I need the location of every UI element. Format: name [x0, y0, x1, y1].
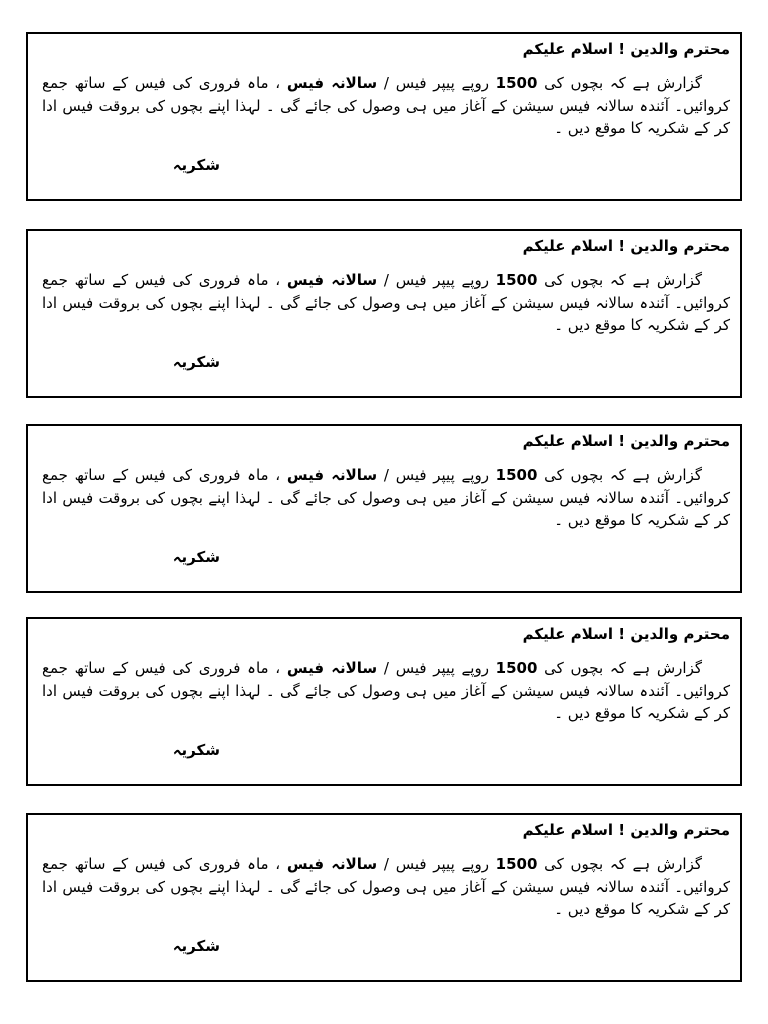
notice-heading: محترم والدین ! اسلام علیکم	[522, 237, 730, 255]
notice-body	[42, 464, 730, 532]
fee-notice-slip-3	[26, 424, 742, 593]
thanks-text: شکریہ	[172, 937, 220, 955]
body-text-middle: روپے پیپر فیس /	[377, 855, 496, 873]
thanks-text: شکریہ	[172, 156, 220, 174]
body-text-start: گزارش ہے کہ بچوں کی	[537, 466, 702, 484]
fee-amount: 1500	[495, 271, 538, 289]
notice-heading: محترم والدین ! اسلام علیکم	[522, 821, 730, 839]
body-text-middle: روپے پیپر فیس /	[377, 659, 496, 677]
annual-fee-label: سالانہ فیس	[286, 659, 378, 677]
body-text-end: ، ماہ فروری کی فیس کے ساتھ جمع کروائیں۔ آئندہ سالانہ فیس سیشن کے آغاز میں ہی وصول کی جائے گی ۔ لہذا اپنے بچوں کی بروقت فیس ادا کر کے شکریہ کا موقع دیں ۔	[42, 855, 730, 918]
fee-notice-slip-5	[26, 813, 742, 982]
body-text-middle: روپے پیپر فیس /	[377, 466, 496, 484]
annual-fee-label: سالانہ فیس	[286, 271, 378, 289]
fee-notice-slip-2	[26, 229, 742, 398]
body-text-middle: روپے پیپر فیس /	[377, 74, 496, 92]
notice-body	[42, 72, 730, 140]
notice-heading: محترم والدین ! اسلام علیکم	[522, 40, 730, 58]
fee-notice-slip-1	[26, 32, 742, 201]
body-text-start: گزارش ہے کہ بچوں کی	[537, 855, 702, 873]
body-text-end: ، ماہ فروری کی فیس کے ساتھ جمع کروائیں۔ آئندہ سالانہ فیس سیشن کے آغاز میں ہی وصول کی جائے گی ۔ لہذا اپنے بچوں کی بروقت فیس ادا کر کے شکریہ کا موقع دیں ۔	[42, 466, 730, 529]
notice-heading: محترم والدین ! اسلام علیکم	[522, 432, 730, 450]
body-text-start: گزارش ہے کہ بچوں کی	[537, 74, 702, 92]
body-text-middle: روپے پیپر فیس /	[377, 271, 496, 289]
thanks-text: شکریہ	[172, 353, 220, 371]
notice-heading: محترم والدین ! اسلام علیکم	[522, 625, 730, 643]
thanks-text: شکریہ	[172, 548, 220, 566]
fee-notice-slip-4	[26, 617, 742, 786]
annual-fee-label: سالانہ فیس	[286, 855, 378, 873]
annual-fee-label: سالانہ فیس	[286, 466, 378, 484]
body-text-end: ، ماہ فروری کی فیس کے ساتھ جمع کروائیں۔ آئندہ سالانہ فیس سیشن کے آغاز میں ہی وصول کی جائے گی ۔ لہذا اپنے بچوں کی بروقت فیس ادا کر کے شکریہ کا موقع دیں ۔	[42, 659, 730, 722]
thanks-text: شکریہ	[172, 741, 220, 759]
body-text-start: گزارش ہے کہ بچوں کی	[537, 271, 702, 289]
body-text-end: ، ماہ فروری کی فیس کے ساتھ جمع کروائیں۔ آئندہ سالانہ فیس سیشن کے آغاز میں ہی وصول کی جائے گی ۔ لہذا اپنے بچوں کی بروقت فیس ادا کر کے شکریہ کا موقع دیں ۔	[42, 271, 730, 334]
annual-fee-label: سالانہ فیس	[286, 74, 378, 92]
fee-amount: 1500	[495, 659, 538, 677]
fee-amount: 1500	[495, 466, 538, 484]
notice-body	[42, 657, 730, 725]
fee-amount: 1500	[495, 74, 538, 92]
body-text-end: ، ماہ فروری کی فیس کے ساتھ جمع کروائیں۔ آئندہ سالانہ فیس سیشن کے آغاز میں ہی وصول کی جائے گی ۔ لہذا اپنے بچوں کی بروقت فیس ادا کر کے شکریہ کا موقع دیں ۔	[42, 74, 730, 137]
notice-body	[42, 853, 730, 921]
body-text-start: گزارش ہے کہ بچوں کی	[537, 659, 702, 677]
fee-amount: 1500	[495, 855, 538, 873]
notice-body	[42, 269, 730, 337]
